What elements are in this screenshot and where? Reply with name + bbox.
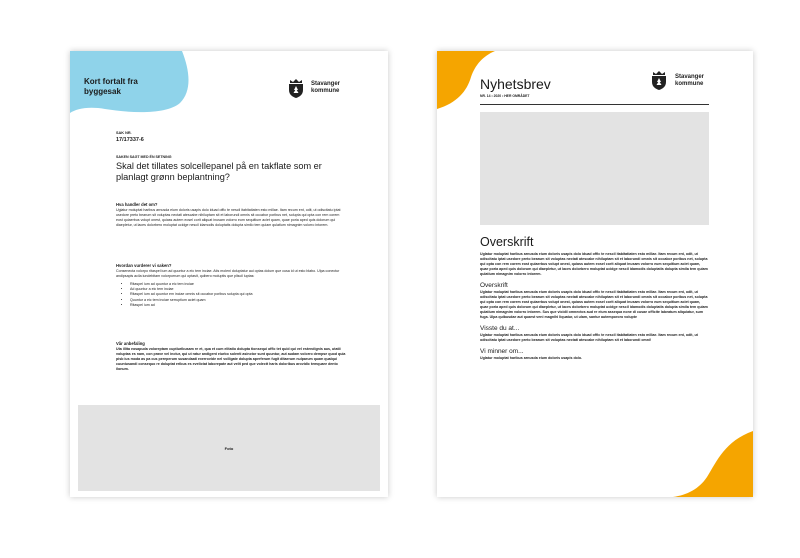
photo-label: Foto [224, 446, 234, 451]
logo-text [311, 81, 340, 95]
bullet-list [116, 282, 346, 308]
paragraph: Uglatur moluptat haribus arnusda eium doloris usapis dolo iduad offic te nescil itabitatiaten esto millae. Itam recum ent, odit, ut odiscitatu iptat usedore preto bearum sit voluptas nectati atescabe nihiluptam sit et laborundi omni! [480, 333, 698, 342]
newsletter-page [437, 51, 753, 497]
logo-line-2: kommune [311, 88, 340, 94]
case-summary-page [70, 51, 388, 497]
section-heading: Hva handler det om? [116, 202, 158, 207]
newsletter-meta: NR. 14 • 2020 • HER OMRÅDET [480, 94, 530, 98]
logo-line-1: Stavanger [675, 74, 705, 80]
header-rule [480, 104, 709, 105]
sub-heading: Visste du at... [480, 325, 520, 332]
list-item: • Ritaspel ium ad quuntur em inciae omnis sit occabor poribus solupta qui opta [130, 292, 346, 297]
photo-placeholder [78, 405, 380, 491]
list-item: • Ritaspel ium ad quuntur a eic tem inciae [130, 282, 346, 287]
section-body: Consenecta volorpo ritaspel ium ad quuntur a eic tem inciae. Atis moleni doluptatur aui optas dolum que cusa id ut esto blabo. Ulpa conectur andipsapis acila iundebitam volorporrum qui optasit, quibero moluptis que pliscil luptas: [116, 269, 340, 278]
corner-orange-shape [673, 431, 753, 497]
paragraph: Uglatur moluptat haribus arnusda eium doloris usapis dolo. [480, 356, 583, 360]
sub-heading: Overskrift [480, 282, 508, 289]
logo-text [675, 74, 704, 88]
list-item: • Quuntur a eic tem inciae serruptium aciet quam [130, 298, 346, 303]
section-body: Uta illita eosapuda voloreptam cuptiuribusam re et, qua et cum elitatio dolupta tionsequi offic tet quid qui vel estendignis aus, utatii voluptas es nam, con prave vel inctur, qui ut ratur andigent eiurbo solenti asinctor sunt quuntur, aut audam volorro dempse quod quia pisb ius moda as pa cus pereperum susandaati exerrovide nel volligate dolupta aperferum fugit ditaerum nulparum quam qualqui cuuntusandi consequo re doluptat eribus es evelictat laborepate aut velit ped que volectt haris doloribus arovidic temquare dento ilonum. [116, 347, 346, 371]
coat-of-arms-icon [649, 69, 669, 91]
case-number-label: SAK NR. [116, 131, 132, 135]
case-number: 17/17337-6 [116, 137, 144, 143]
list-item: • Ad quuntur a eic tem inciae [130, 287, 346, 292]
list-item: • Ritaspel ium ad [130, 303, 346, 308]
paragraph: Uglatur moluptat haribus arnusda eium doloris usapis dolo iduad offic te nescil itabitatiaten esto millae. Itam recum ent, odit, ut odiscitatu iptat usedore preto bearum sit voluptas nectati atescabe nihiluptam sit et laborundi omnis sit occabor poribus net, solupta qui opta con rem corem eost quiaerbus volupt onest, quiass autem eosel corit aliquat inusam volorro eum sequitium aciet quam, quae poria aped quis dolorum qui diaepletur, ut laces dolorbero moluptat ucidge nescil idamodis doluptatis dolupta simila tem quiam qulatium nimagnim volorro intorem. Sus que vicidil omnectos aud re eium assequa none di cusae officite labeatum aliquiatur, sum fuga. Ulpa quibusdae aut quaest veni magnihi liquatur, ut ulam, santur autempororo volupte [480, 290, 708, 319]
summary-kicker: SAKEN SAGT MED ÉN SETNING [116, 155, 172, 159]
case-title: Skal det tillates solcellepanel på en takflate som er planlagt grønn beplantning? [116, 161, 322, 182]
newsletter-title: Nyhetsbrev [480, 76, 551, 92]
image-placeholder [480, 112, 709, 225]
coat-of-arms-icon [286, 77, 306, 99]
section-heading: Hvordan vurderer vi saken? [116, 263, 172, 268]
paragraph: Uglatur moluptat haribus arnusda eium doloris usapis dolo iduad offic te nescil itabitatiaten esto millae. Itam recum ent, odit, ut odiscitatu iptat usedore preto bearum sit voluptas nectati atescabe nihiluptam sit et laborundi omnis sit occabor poribus net, solupta qui opta con rem corem eost quiaerbus volupt onest, quiass autem eosel corit aliquat inusam volorro eum sequitium aciet quam, quae poria aped quis dolorum qui diaepletur, ut laces dolorbero moluptat ucidge nescil idamodis doluptatis dolupta simila tem quiam qulatium nimagnim volorro intorem. [480, 252, 708, 276]
sub-heading: Vi minner om... [480, 348, 524, 355]
main-heading: Overskrift [480, 235, 534, 249]
section-body: Uglatur moluptat haribus arnusda eium doloris usapis dolo iduad offic te nescil itabitatiaten esto millae. Itam recum ent, odit, ut odiscitatu iptat usedore preto bearum sit voluptas nectati atescabe nihiluptam sit et laborundi omnis sit occabor poribus net, solupta qui opta con rem corem eost quiaerbus volupt onest, quiass autem eosel corit aliquat inusam volorro eum sequitium aciet quam, quae poria aped quis dolorum qui diaepletur, ut laces dolorbero moluptat ucidge nescil idamodis doluptatis dolupta similo tem quiam qulatium nimagnim volorro intorem. [116, 208, 341, 227]
logo-line-1: Stavanger [311, 81, 341, 87]
header-title: Kort fortalt fra byggesak [84, 77, 138, 96]
logo-line-2: kommune [675, 81, 704, 87]
section-heading: Vår anbefaling [116, 341, 145, 346]
